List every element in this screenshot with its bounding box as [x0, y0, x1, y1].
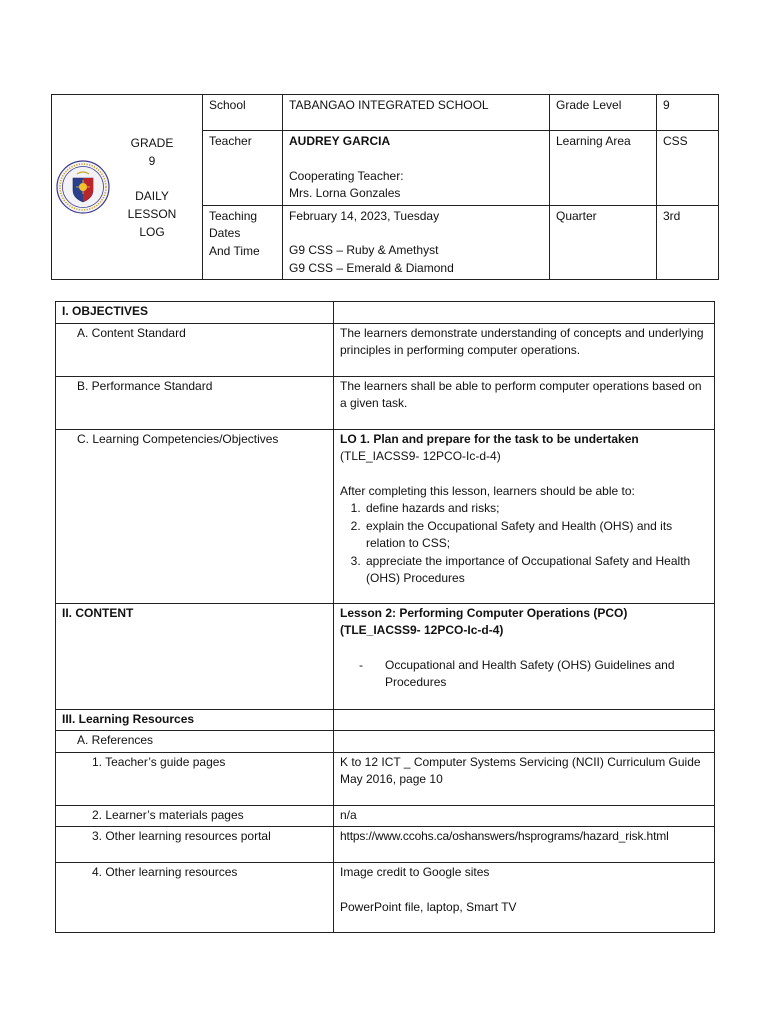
table-row [56, 376, 715, 429]
performance-standard-text: The learners shall be able to perform computer operations based on a given task. [334, 376, 715, 429]
header-table [51, 94, 719, 280]
quarter-value: 3rd [657, 205, 719, 280]
table-row [56, 752, 715, 805]
teaching-dates-cell [283, 205, 550, 280]
topic-item [359, 657, 708, 692]
teacher-label: Teacher [203, 131, 283, 206]
cooperating-teacher-name: Mrs. Lorna Gonzales [289, 186, 401, 200]
table-row [56, 302, 715, 324]
grade-title-block [110, 134, 194, 241]
doc-title-line-3: LOG [139, 224, 165, 239]
learners-materials-label: 2. Learner’s materials pages [56, 805, 334, 827]
objectives-intro: After completing this lesson, learners should be able to: [340, 483, 635, 498]
grade-level-value: 9 [657, 95, 719, 131]
grade-label: GRADE [130, 135, 174, 150]
table-row [56, 709, 715, 731]
portal-url: https://www.ccohs.ca/oshanswers/hsprograms/hazard_risk.html [334, 827, 715, 863]
other-resources-label: 4. Other learning resources [56, 863, 334, 933]
doc-title-line-2: LESSON [127, 206, 177, 221]
lesson-title: Lesson 2: Performing Computer Operations (PCO) [340, 605, 628, 620]
grade-level-label: Grade Level [550, 95, 657, 131]
objectives-heading: I. OBJECTIVES [56, 302, 334, 324]
teaching-dates-label-line: And Time [209, 243, 260, 258]
references-label: A. References [56, 731, 334, 753]
table-row [56, 863, 715, 933]
school-value: TABANGAO INTEGRATED SCHOOL [283, 95, 550, 131]
teaching-dates-label-line: Dates [209, 226, 241, 240]
cooperating-teacher-label: Cooperating Teacher: [289, 168, 404, 183]
content-heading: II. CONTENT [56, 603, 334, 709]
table-row [56, 805, 715, 827]
learning-area-value: CSS [657, 131, 719, 206]
other-resources-cell [334, 863, 715, 933]
learning-area-label: Learning Area [550, 131, 657, 206]
content-standard-text: The learners demonstrate understanding of concepts and underlying principles in performing computer operations. [334, 323, 715, 376]
deped-seal-icon [56, 160, 110, 214]
competencies-label: C. Learning Competencies/Objectives [56, 429, 334, 603]
learners-materials-text: n/a [334, 805, 715, 827]
objectives-list [340, 500, 708, 588]
list-item: 2. explain the Occupational Safety and Health (OHS) and its relation to CSS; [364, 518, 708, 553]
table-row [56, 731, 715, 753]
teaching-date: February 14, 2023, Tuesday [289, 208, 440, 223]
table-row [56, 603, 715, 709]
teacher-name: AUDREY GARCIA [289, 134, 391, 148]
teaching-dates-label-line: Teaching [209, 208, 258, 223]
empty-cell [334, 731, 715, 753]
lesson-code: (TLE_IACSS9- 12PCO-Ic-d-4) [340, 623, 504, 637]
resources-heading: III. Learning Resources [56, 709, 334, 731]
logo-cell [52, 95, 203, 280]
other-resources-line: Image credit to Google sites [340, 865, 490, 879]
list-item: 3. appreciate the importance of Occupational Safety and Health (OHS) Procedures [364, 553, 708, 588]
lesson-plan-table [55, 301, 715, 933]
competencies-cell [334, 429, 715, 603]
school-label: School [203, 95, 283, 131]
teacher-cell [283, 131, 550, 206]
section-line: G9 CSS – Ruby & Amethyst [289, 243, 439, 257]
empty-cell [334, 709, 715, 731]
dash-bullet: - [359, 657, 363, 672]
teaching-dates-label [203, 205, 283, 280]
list-item: 1. define hazards and risks; [364, 500, 708, 518]
topic-text: Occupational and Health Safety (OHS) Guidelines and Procedures [385, 657, 675, 689]
content-cell [334, 603, 715, 709]
teachers-guide-text: K to 12 ICT _ Computer Systems Servicing (NCII) Curriculum Guide May 2016, page 10 [334, 752, 715, 805]
teachers-guide-label: 1. Teacher’s guide pages [56, 752, 334, 805]
table-row [56, 827, 715, 863]
other-resources-line: PowerPoint file, laptop, Smart TV [340, 899, 517, 914]
performance-standard-label: B. Performance Standard [56, 376, 334, 429]
content-standard-label: A. Content Standard [56, 323, 334, 376]
lo-code: (TLE_IACSS9- 12PCO-Ic-d-4) [340, 449, 501, 463]
empty-cell [334, 302, 715, 324]
quarter-label: Quarter [550, 205, 657, 280]
grade-number: 9 [148, 153, 156, 168]
portal-label: 3. Other learning resources portal [56, 827, 334, 863]
section-line: G9 CSS – Emerald & Diamond [289, 260, 454, 275]
doc-title-line-1: DAILY [135, 188, 169, 203]
table-row [56, 429, 715, 603]
lo-title: LO 1. Plan and prepare for the task to be undertaken [340, 431, 639, 446]
table-row [56, 323, 715, 376]
